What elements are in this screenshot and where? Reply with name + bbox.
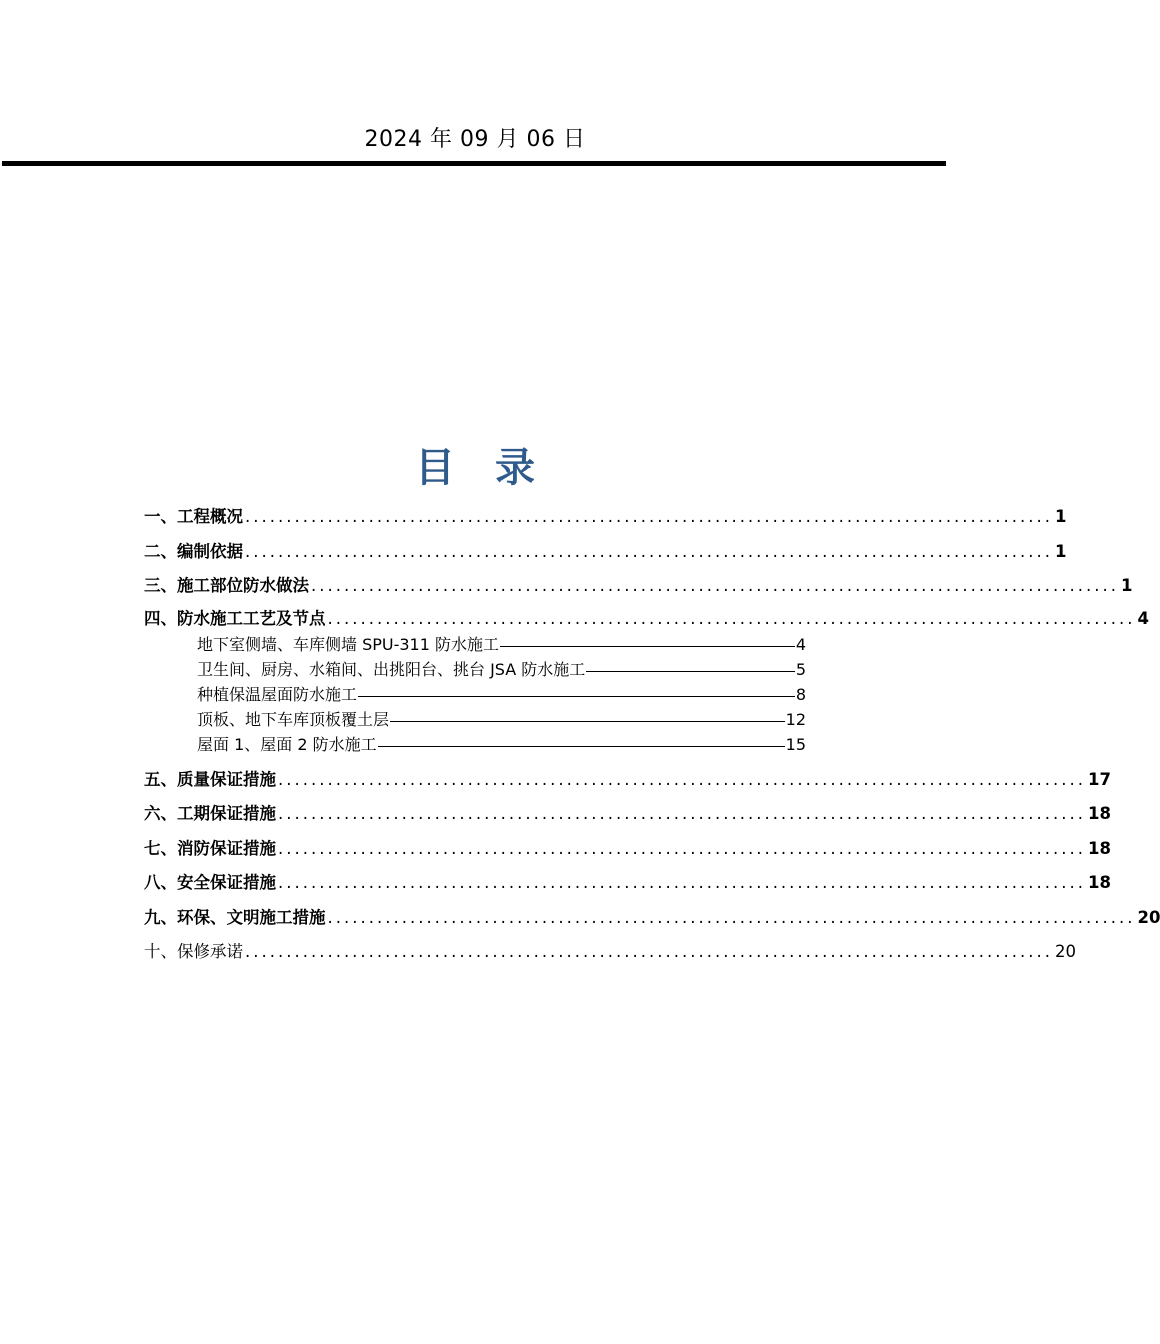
toc-subentry[interactable] — [197, 707, 806, 732]
toc-subentry-label: 顶板、地下车库顶板覆土层 — [197, 709, 390, 729]
header-rule — [2, 161, 946, 166]
toc-leader-dots: .................................................................................................. — [278, 804, 1086, 823]
toc-entry-label: 二、编制依据 — [144, 541, 243, 561]
toc-subentry[interactable] — [197, 732, 806, 757]
toc-subentry-label: 屋面 1、屋面 2 防水施工 — [197, 734, 377, 754]
toc-leader-dots: .................................................................................................. — [245, 541, 1053, 561]
toc-subentry-label: 地下室侧墙、车库侧墙 SPU-311 防水施工 — [197, 634, 500, 654]
toc-subentry[interactable] — [197, 682, 806, 707]
toc-leader-dots: .................................................................................................. — [278, 873, 1086, 892]
toc-entry[interactable] — [144, 797, 1111, 832]
toc-entry-label: 五、质量保证措施 — [144, 769, 276, 789]
toc-entry-page: 1 — [1055, 507, 1067, 526]
toc-entry[interactable] — [144, 866, 1111, 901]
toc-entry[interactable] — [144, 604, 1149, 633]
toc-leader-line — [586, 671, 795, 672]
table-of-contents — [144, 500, 1160, 970]
toc-subentry-page: 12 — [785, 709, 806, 729]
toc-leader-line — [358, 696, 795, 697]
toc-entry-label: 十、保修承诺 — [144, 942, 243, 961]
toc-leader-dots: .................................................................................................. — [245, 507, 1053, 526]
toc-subentry-label: 卫生间、厨房、水箱间、出挑阳台、挑台 JSA 防水施工 — [197, 659, 586, 679]
toc-entry-page: 18 — [1088, 804, 1111, 823]
toc-leader-dots: .................................................................................................. — [327, 608, 1136, 628]
toc-subentry[interactable] — [197, 657, 806, 682]
toc-subentry-page: 5 — [795, 659, 806, 679]
toc-subentry-page: 8 — [795, 684, 806, 704]
toc-subentry-label: 种植保温屋面防水施工 — [197, 684, 358, 704]
toc-entry-label: 八、安全保证措施 — [144, 873, 276, 892]
toc-entry-page: 20 — [1055, 942, 1076, 961]
toc-entry-page: 18 — [1088, 873, 1111, 892]
toc-entry-label: 九、环保、文明施工措施 — [144, 907, 326, 927]
toc-entry-label: 七、消防保证措施 — [144, 838, 276, 858]
toc-entry-page: 1 — [1055, 541, 1067, 561]
toc-entry[interactable] — [144, 763, 1111, 798]
toc-entry-page: 1 — [1121, 576, 1133, 595]
toc-subentry-page: 4 — [795, 634, 806, 654]
toc-entry-label: 四、防水施工工艺及节点 — [144, 608, 326, 628]
toc-leader-dots: .................................................................................................. — [278, 769, 1086, 789]
toc-leader-dots: .................................................................................................. — [278, 838, 1086, 858]
toc-entry[interactable] — [144, 935, 1076, 970]
toc-subentry-page: 15 — [785, 734, 806, 754]
document-date: 2024 年 09 月 06 日 — [364, 127, 586, 152]
toc-leader-dots: .................................................................................................. — [245, 942, 1053, 961]
toc-entry-label: 三、施工部位防水做法 — [144, 576, 309, 595]
toc-leader-line — [390, 721, 785, 722]
toc-entry-label: 六、工期保证措施 — [144, 804, 276, 823]
toc-entry-page: 17 — [1088, 769, 1111, 789]
toc-entry[interactable] — [144, 832, 1111, 867]
toc-subentries — [144, 632, 848, 757]
toc-leader-line — [378, 746, 785, 747]
toc-leader-dots: .................................................................................................. — [311, 576, 1119, 595]
toc-entry[interactable] — [144, 500, 1067, 535]
toc-leader-dots: .................................................................................................. — [327, 907, 1136, 927]
toc-entry-page: 20 — [1137, 907, 1160, 927]
toc-leader-line — [500, 646, 795, 647]
toc-entry[interactable] — [144, 569, 1133, 604]
toc-entry-page: 18 — [1088, 838, 1111, 858]
toc-entry[interactable] — [144, 901, 1160, 936]
toc-subentry[interactable] — [197, 632, 806, 657]
toc-entry-page: 4 — [1137, 608, 1149, 628]
toc-entry[interactable] — [144, 535, 1067, 570]
toc-entry-label: 一、工程概况 — [144, 507, 243, 526]
toc-title: 目录 — [415, 445, 575, 491]
